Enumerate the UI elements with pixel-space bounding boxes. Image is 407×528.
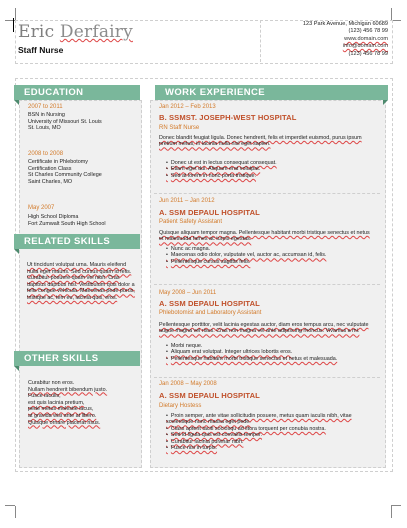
job-bullets[interactable] [166,413,378,451]
job-company[interactable]: A. SSM DEPAUL HOSPITAL [159,208,260,217]
other-skill-item: Nullam hendrerit bibendum justo. [28,386,108,393]
job-divider [154,284,380,285]
job-title[interactable]: Staff Nurse [18,45,64,55]
related-skills-heading[interactable]: RELATED SKILLS [14,234,140,249]
bullet-item: • Nunc ac magna. [166,246,366,252]
bullet-item: • Pellentesque cursus sagittis felis. [166,259,366,265]
job-bullets[interactable] [166,160,366,179]
work-experience-heading[interactable]: WORK EXPERIENCE [155,85,388,100]
edu-line: Certification Class [28,165,72,172]
phone-secondary: (123) 456 78 99 [348,50,388,57]
crop-mark-bl-v [15,506,16,518]
other-skills-heading[interactable]: OTHER SKILLS [14,351,140,366]
bullet-item: • Etiam eget dui. Aliquam erat volutpat. [166,166,366,172]
job-date: May 2008 – Jun 2011 [159,290,217,296]
candidate-name[interactable] [18,22,133,42]
job-divider [154,193,380,194]
last-name: Derfairy [59,22,133,42]
edu-date-2: 2008 to 2008 [28,151,64,157]
bullet-item: • Maecenas odio dolor, vulputate vel, auctor ac, accumsan id, felis. [166,252,366,258]
crop-mark-bl [5,505,15,506]
bullet-item: • Curabitur lacinia pulvinar nibh. [166,439,378,445]
crop-mark-tl-v [15,8,16,20]
other-skills-list[interactable] [28,380,138,426]
other-skill-item: est quis lacinia pretium, [28,399,85,406]
crop-mark-br-v [391,506,392,518]
job-description[interactable]: Donec blandit feugiat ligula. Donec hendrerit, felis et imperdiet euismod, purus ipsum pretium metus, in lacinia nulla nisl eget sapien. [159,135,362,148]
job-role: Patient Safety Assistant [159,219,223,225]
job-description[interactable]: Pellentesque porttitor, velit lacinia egestas auctor, diam eros tempus arcu, nec vulputate augue magna vel risus. Cras non magna vel ante adipiscing rhoncus. Vivamus a mi. [159,322,369,335]
job-role: RN Staff Nurse [159,125,200,131]
education-heading[interactable]: EDUCATION [14,85,140,100]
bullet-item: • Sed at lorem in nunc porta tristique. [166,173,366,179]
job-company[interactable]: A. SSM DEPAUL HOSPITAL [159,391,260,400]
edu-line: High School Diploma [28,214,79,220]
job-date: Jan 2008 – May 2008 [159,381,217,387]
text-cursor [13,18,14,32]
edu-line: Certificate in Phlebotomy [28,159,88,165]
bullet-item: • Proin semper, ante vitae sollicitudin posuere, metus quam iaculis nibh, vitae scelerisque nunc massa eget pede. [166,413,378,426]
edu-entry-3[interactable] [28,214,138,227]
edu-line: BSN in Nursing [28,112,65,118]
phone: (123) 456 78 99 [348,28,388,35]
job-date: Jan 2012 – Feb 2013 [159,104,216,110]
edu-date-3: May 2007 [28,205,55,211]
other-skill-item: Quisque ornare placerat risus. [28,419,101,426]
website: www.domain.com [344,35,388,42]
first-name: Eric [18,22,55,42]
other-skill-item: Fusce iaculis, [28,393,61,400]
job-company[interactable]: A. SSM DEPAUL HOSPITAL [159,299,260,308]
edu-line: St. Louis, MO [28,125,61,132]
related-skills-text[interactable]: Ut tincidunt volutpat urna. Mauris eleifend nulla eget mauris. Sed cursus quam id felis. Curabitur posuere quam vel nibh. Cras dapibus dapibus nisl. Vestibulum quis dolor a felis congue vehicula. Maecenas pede purus, tristique ac, tem eu, lacinia quis, eros. [27,262,135,301]
bullet-item: • Pellentesque habitant morbi tristique senectus et netus et malesuada. [166,356,366,362]
bullet-item: • Sed id ligula quis est convallis tempor. [166,432,378,438]
edu-line: St Charles Community College [28,172,102,179]
bullet-item: • Class aptent taciti sociosqu ad litora torquent per conubia nostra. [166,426,378,432]
edu-date-1: 2007 to 2011 [28,104,63,110]
bullet-item: • Morbi neque. [166,343,366,349]
job-date: Jun 2011 – Jan 2012 [159,198,215,204]
bullet-item: • Fusce nisi in turpis. [166,445,378,451]
edu-entry-1[interactable] [28,112,138,132]
job-bullets[interactable] [166,343,366,362]
header-divider [260,20,261,62]
other-skill-item: Curabitur non eros. [28,380,75,386]
address: 123 Park Avenue, Michigan 60689 [302,21,388,27]
crop-mark-tr-v [391,8,392,20]
job-company[interactable]: B. SSMST. JOSEPH-WEST HOSPITAL [159,113,297,122]
bullet-item: • Donec ut est in lectus consequat consequat. [166,160,366,166]
other-skill-item: pede metus molestie lacus, [28,406,94,413]
job-description[interactable]: Quisque aliquam tempor magna. Pellentesque habitant morbi tristique senectus et netus et malesuada fames ac turpis egestas. [159,230,370,243]
contact-block[interactable] [270,21,388,58]
job-role: Dietary Hostess [159,403,202,409]
job-role: Phlebotomist and Laboratory Assistant [159,310,262,316]
job-divider [154,377,380,378]
email: info@domain.com [342,43,388,50]
crop-mark-br [391,505,401,506]
edu-line: University of Missouri St. Louis [28,118,102,125]
other-skill-item: at gravida wisi ante at libero. [28,412,97,419]
bullet-item: • Aliquam erat volutpat. Integer ultrices lobortis eros. [166,349,366,355]
job-bullets[interactable] [166,246,366,265]
edu-line: Fort Zumwalt South High School [28,220,106,227]
edu-line: Saint Charles, MO [28,178,73,185]
edu-entry-2[interactable] [28,159,138,185]
